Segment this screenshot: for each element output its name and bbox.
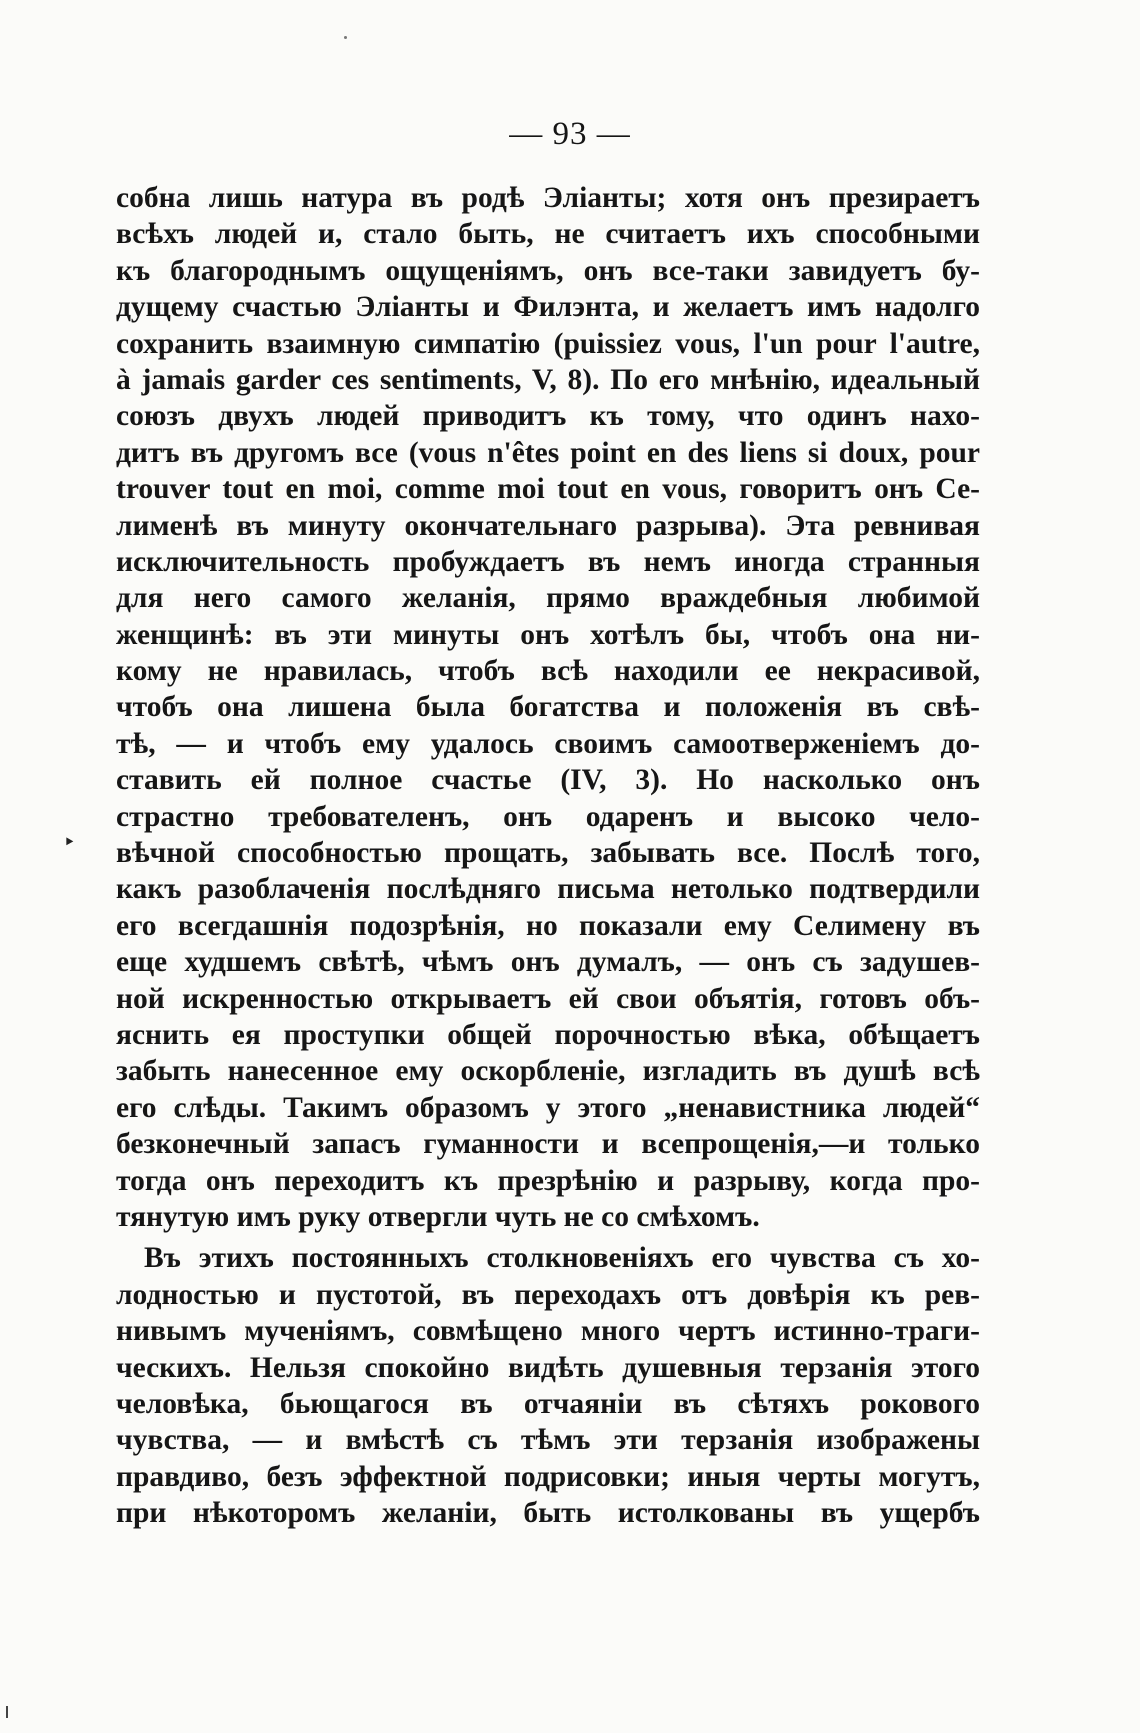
text-line: чувства, — и вмѣстѣ съ тѣмъ эти терзанія изображены (116, 1424, 980, 1457)
text-line: тогда онъ переходитъ къ презрѣнію и разрыву, когда про- (116, 1164, 980, 1197)
text-line: яснить ея проступки общей порочностью вѣка, обѣщаетъ (116, 1018, 980, 1051)
text-line: человѣка, бьющагося въ отчаяніи въ сѣтяхъ рокового (116, 1387, 980, 1420)
text-line: дитъ въ другомъ все (vous n'êtes point en des liens si doux, pour (116, 436, 980, 469)
text-line: при нѣкоторомъ желаніи, быть истолкованы въ ущербъ (116, 1497, 980, 1530)
text-line: женщинѣ: въ эти минуты онъ хотѣлъ бы, чтобъ она ни- (116, 618, 980, 651)
text-line: союзъ двухъ людей приводитъ къ тому, что одинъ нахо- (116, 400, 980, 433)
text-line: кому не нравилась, чтобъ всѣ находили ее некрасивой, (116, 655, 980, 688)
text-line: безконечный запасъ гуманности и всепрощенія,—и только (116, 1128, 980, 1161)
text-line: вѣчной способностью прощать, забывать все. Послѣ того, (116, 837, 980, 870)
paragraph-1 (116, 180, 980, 1235)
text-line: тѣ, — и чтобъ ему удалось своимъ самоотверженіемъ до- (116, 727, 980, 760)
text-line: ческихъ. Нельзя спокойно видѣть душевныя терзанія этого (116, 1351, 980, 1384)
text-line: нивымъ мученіямъ, совмѣщено много чертъ истинно-траги- (116, 1315, 980, 1348)
text-line: à jamais garder ces sentiments, V, 8). По его мнѣнію, идеальный (116, 363, 980, 396)
text-line: ной искренностью открываетъ ей свои объятія, готовъ объ- (116, 982, 980, 1015)
text-line: забыть нанесенное ему оскорбленіе, изгладить въ душѣ всѣ (116, 1055, 980, 1088)
text-line: Въ этихъ постоянныхъ столкновеніяхъ его чувства съ хо- (144, 1242, 980, 1275)
text-line: тянутую имъ руку отвергли чуть не со смѣхомъ. (116, 1200, 760, 1233)
text-line: лименѣ въ минуту окончательнаго разрыва). Эта ревнивая (116, 509, 980, 542)
text-line: правдиво, безъ эффектной подрисовки; иныя черты могутъ, (116, 1460, 980, 1493)
text-line: какъ разоблаченія послѣдняго письма нетолько подтвердили (116, 873, 980, 906)
text-line: лодностью и пустотой, въ переходахъ отъ довѣрія къ рев- (116, 1278, 980, 1311)
text-line: для него самого желанія, прямо враждебныя любимой (116, 582, 980, 615)
scan-speck (344, 36, 347, 39)
text-line: его слѣды. Такимъ образомъ у этого „ненавистника людей“ (116, 1091, 980, 1124)
text-line: всѣхъ людей и, стало быть, не считаетъ ихъ способными (116, 218, 980, 251)
text-line: исключительность пробуждаетъ въ немъ иногда странныя (116, 545, 980, 578)
text-line: дущему счастью Эліанты и Филэнта, и желаетъ имъ надолго (116, 291, 980, 324)
scan-tick (6, 1706, 8, 1718)
page-number: — 93 — (509, 116, 631, 152)
text-line: чтобъ она лишена была богатства и положенія въ свѣ- (116, 691, 980, 724)
text-line: trouver tout en moi, comme moi tout en vous, говоритъ онъ Се- (116, 473, 980, 506)
text-line: къ благороднымъ ощущеніямъ, онъ все-таки завидуетъ бу- (116, 254, 980, 287)
text-line: страстно требователенъ, онъ одаренъ и высоко чело- (116, 800, 980, 833)
text-line: собна лишь натура въ родѣ Эліанты; хотя онъ презираетъ (116, 182, 980, 214)
text-line: еще худшемъ свѣтѣ, чѣмъ онъ думалъ, — онъ съ задушев- (116, 946, 980, 979)
text-line: ставить ей полное счастье (IV, 3). Но насколько онъ (116, 764, 980, 797)
margin-mark-icon: ‣ (64, 832, 75, 852)
text-line: его всегдашнія подозрѣнія, но показали ему Селимену въ (116, 909, 980, 942)
paragraph-2 (116, 1240, 980, 1531)
text-line: сохранить взаимную симпатію (puissiez vous, l'un pour l'autre, (116, 327, 980, 360)
body-text (116, 180, 980, 1531)
